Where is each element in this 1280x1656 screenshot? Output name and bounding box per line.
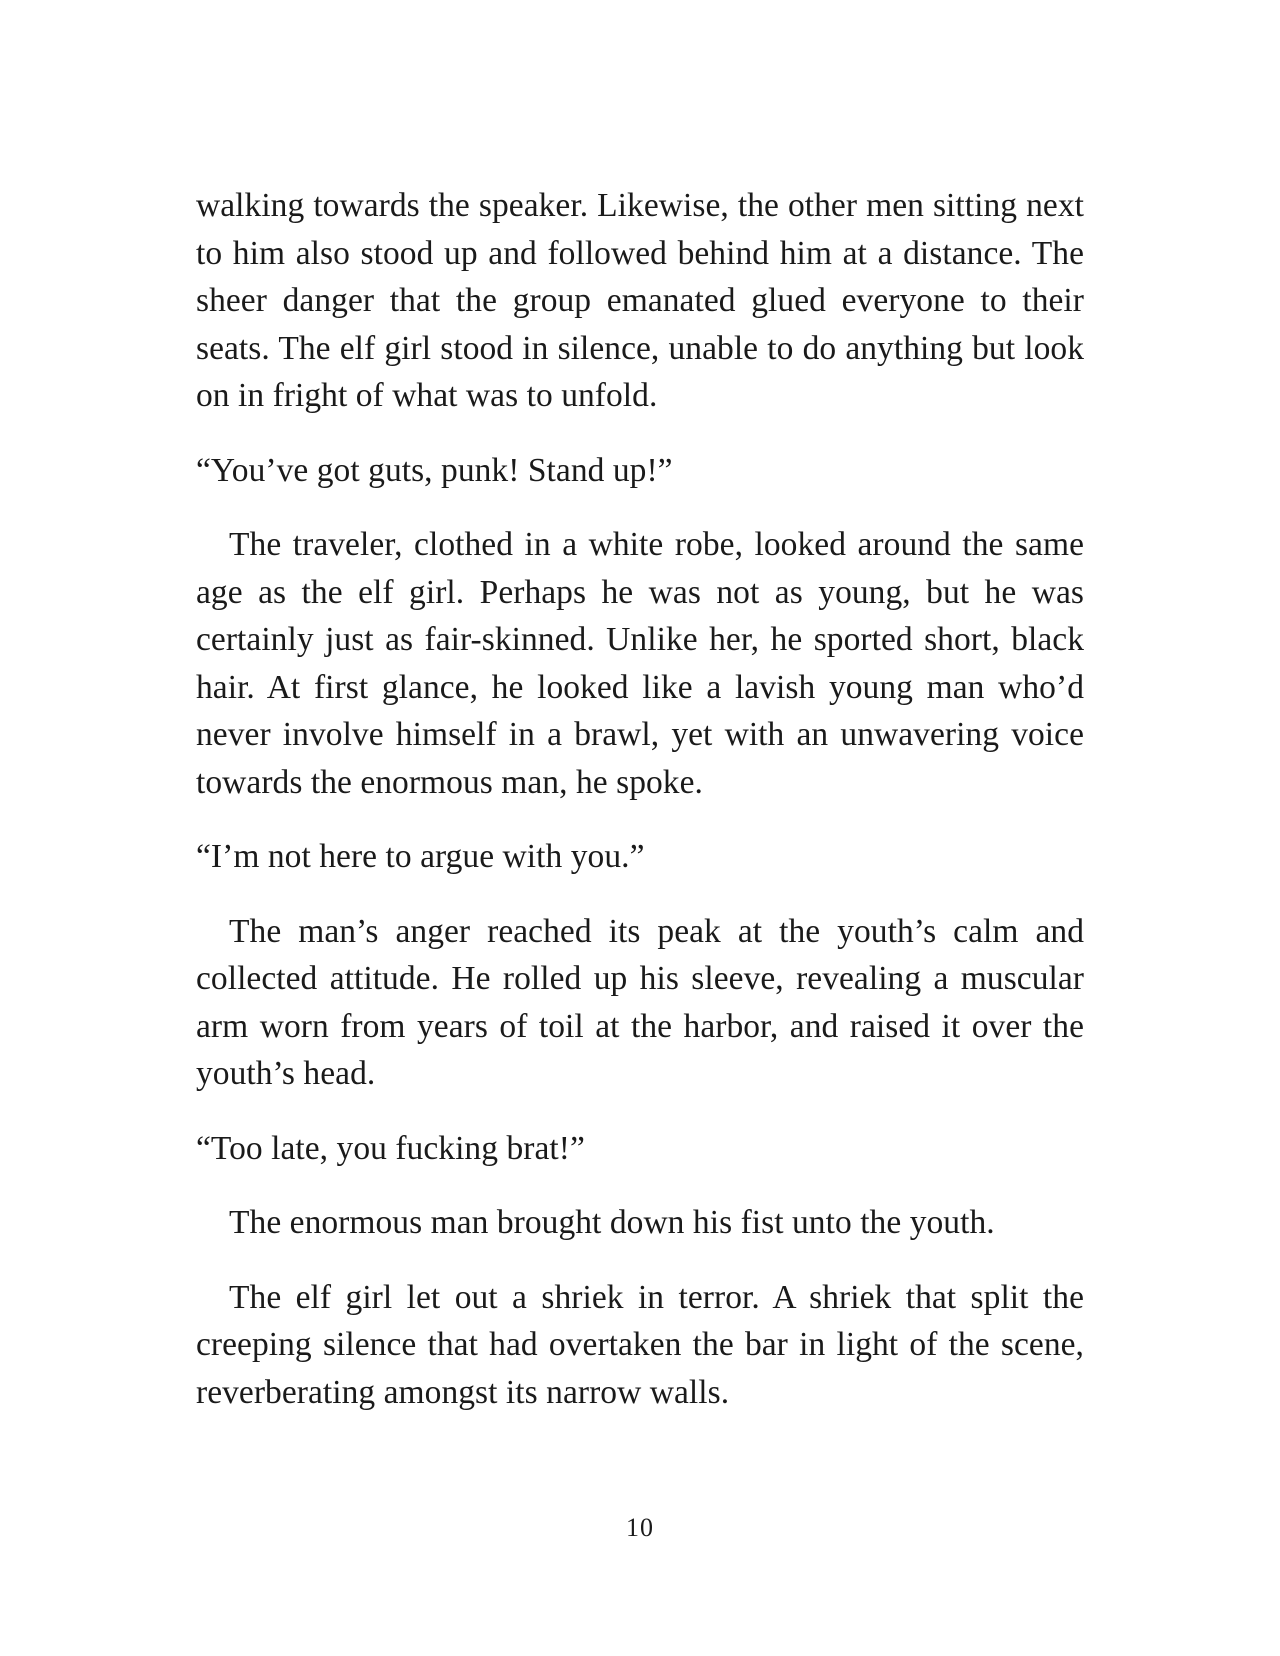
page-number: 10 [626,1513,654,1542]
paragraph-dialogue-2: “I’m not here to argue with you.” [196,838,645,875]
paragraph-dialogue-1: “You’ve got guts, punk! Stand up!” [196,451,673,489]
paragraph-narration-5: The elf girl let out a shriek in terror. A shriek that split the creeping silence that had overtaken the bar in light of the scene, reverberating amongst its narrow walls. [196,1278,1084,1411]
paragraph-dialogue-3: “Too late, you fucking brat!” [196,1129,585,1167]
paragraph-narration-2: The traveler, clothed in a white robe, looked around the same age as the elf girl. Perhaps he was not as young, but he was certainly just as fair-skinned. Unlike her, he sported short, black hair. At first glance, he looked like a lavish young man who’d never involve himself in a brawl, yet with an unwavering voice towards the enormous man, he spoke. [196,526,1084,801]
paragraph-narration-1: walking towards the speaker. Likewise, the other men sitting next to him also stood up and followed behind him at a distance. The sheer danger that the group emanated glued everyone to their seats. The elf girl stood in silence, unable to do anything but look on in fright of what was to unfold. [196,187,1084,414]
body-text [196,182,1084,1443]
paragraph-narration-3: The man’s anger reached its peak at the youth’s calm and collected attitude. He rolled up his sleeve, revealing a muscular arm worn from years of toil at the harbor, and raised it over the youth’s head. [196,912,1084,1092]
paragraph-narration-4: The enormous man brought down his fist unto the youth. [229,1204,995,1241]
